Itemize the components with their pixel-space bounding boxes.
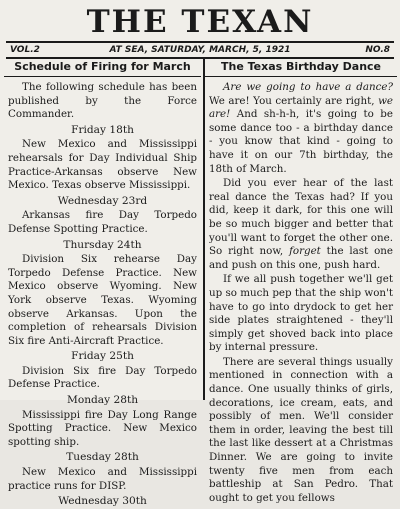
column-divider	[203, 58, 205, 400]
schedule-day: Monday 28th	[66, 394, 139, 407]
dance-heading: The Texas Birthday Dance	[205, 58, 397, 77]
schedule-list	[8, 124, 197, 509]
schedule-day: Thursday 24th	[63, 238, 142, 251]
dance-paragraph-1: Are we going to have a dance? We are! You certainly are right, we are! And sh-h-h, it's going to be some dance too - a birthday dance - you know that kind - going to have it on our 7th birthday, the 18th of March.	[209, 81, 393, 175]
schedule-entry: New Mexico and Mississippi practice runs for DISP.	[8, 466, 197, 492]
schedule-day: Friday 18th	[71, 123, 134, 136]
schedule-entry: Division Six fire Day Torpedo Defense Practice.	[8, 364, 197, 391]
dance-paragraph-3: If we all push together we'll get up so much pep that the ship won't have to go into drydock to get her side plates straightened - they'll simply get shoved back into place by internal pressure.	[209, 273, 394, 354]
dance-paragraph-2: Did you ever hear of the last real dance the Texas had? If you did, keep it dark, for this one will be so much bigger and better that you'll want to forget the other one. So right now, forget the last one and push on this one, push hard.	[209, 177, 393, 271]
dateline-bar	[10, 43, 390, 57]
schedule-entry: Division Six rehearse Day Torpedo Defense Practice. New Mexico observe Wyoming. New York observe Texas. Wyoming observe Arkansas. Upon the completion of rehearsals Division Six fire Anti-Aircraft Practice.	[8, 253, 197, 347]
schedule-intro: The following schedule has been published by the Force Commander.	[8, 81, 197, 121]
masthead-title: THE TEXAN	[86, 4, 314, 40]
issue-number: NO.8	[365, 45, 390, 55]
schedule-day: Tuesday 28th	[66, 451, 139, 464]
schedule-entry: New Mexico and Mississippi rehearsals for Day Individual Ship Practice-Arkansas observe New Mexico. Texas observe Mississippi.	[8, 138, 197, 192]
schedule-entry: Arkansas fire Day Torpedo Defense Spotting Practice.	[8, 209, 197, 235]
schedule-day: Friday 25th	[71, 350, 134, 363]
dateline-text: AT SEA, SATURDAY, MARCH, 5, 1921	[109, 45, 291, 55]
schedule-entry: Mississippi fire Day Long Range Spotting Practice. New Mexico spotting ship.	[8, 408, 197, 448]
schedule-column	[8, 58, 197, 508]
volume-label: VOL.2	[10, 45, 40, 55]
dance-lead-question: Are we going to have a dance?	[223, 81, 393, 93]
dance-paragraph-4: There are several things usually mentioned in connection with a dance. One usually thinks of girls, decorations, ice cream, eats, and possibly of men. We'll consider them in order, leaving the best till the last like dessert at a Christmas Dinner. We are going to invite twenty five men from each battleship at San Pedro. That ought to get you fellows	[209, 355, 393, 504]
dance-column	[209, 58, 394, 504]
schedule-heading: Schedule of Firing for March	[4, 58, 201, 77]
schedule-day: Wednesday 30th	[58, 495, 147, 508]
schedule-day: Wednesday 23rd	[57, 194, 148, 207]
